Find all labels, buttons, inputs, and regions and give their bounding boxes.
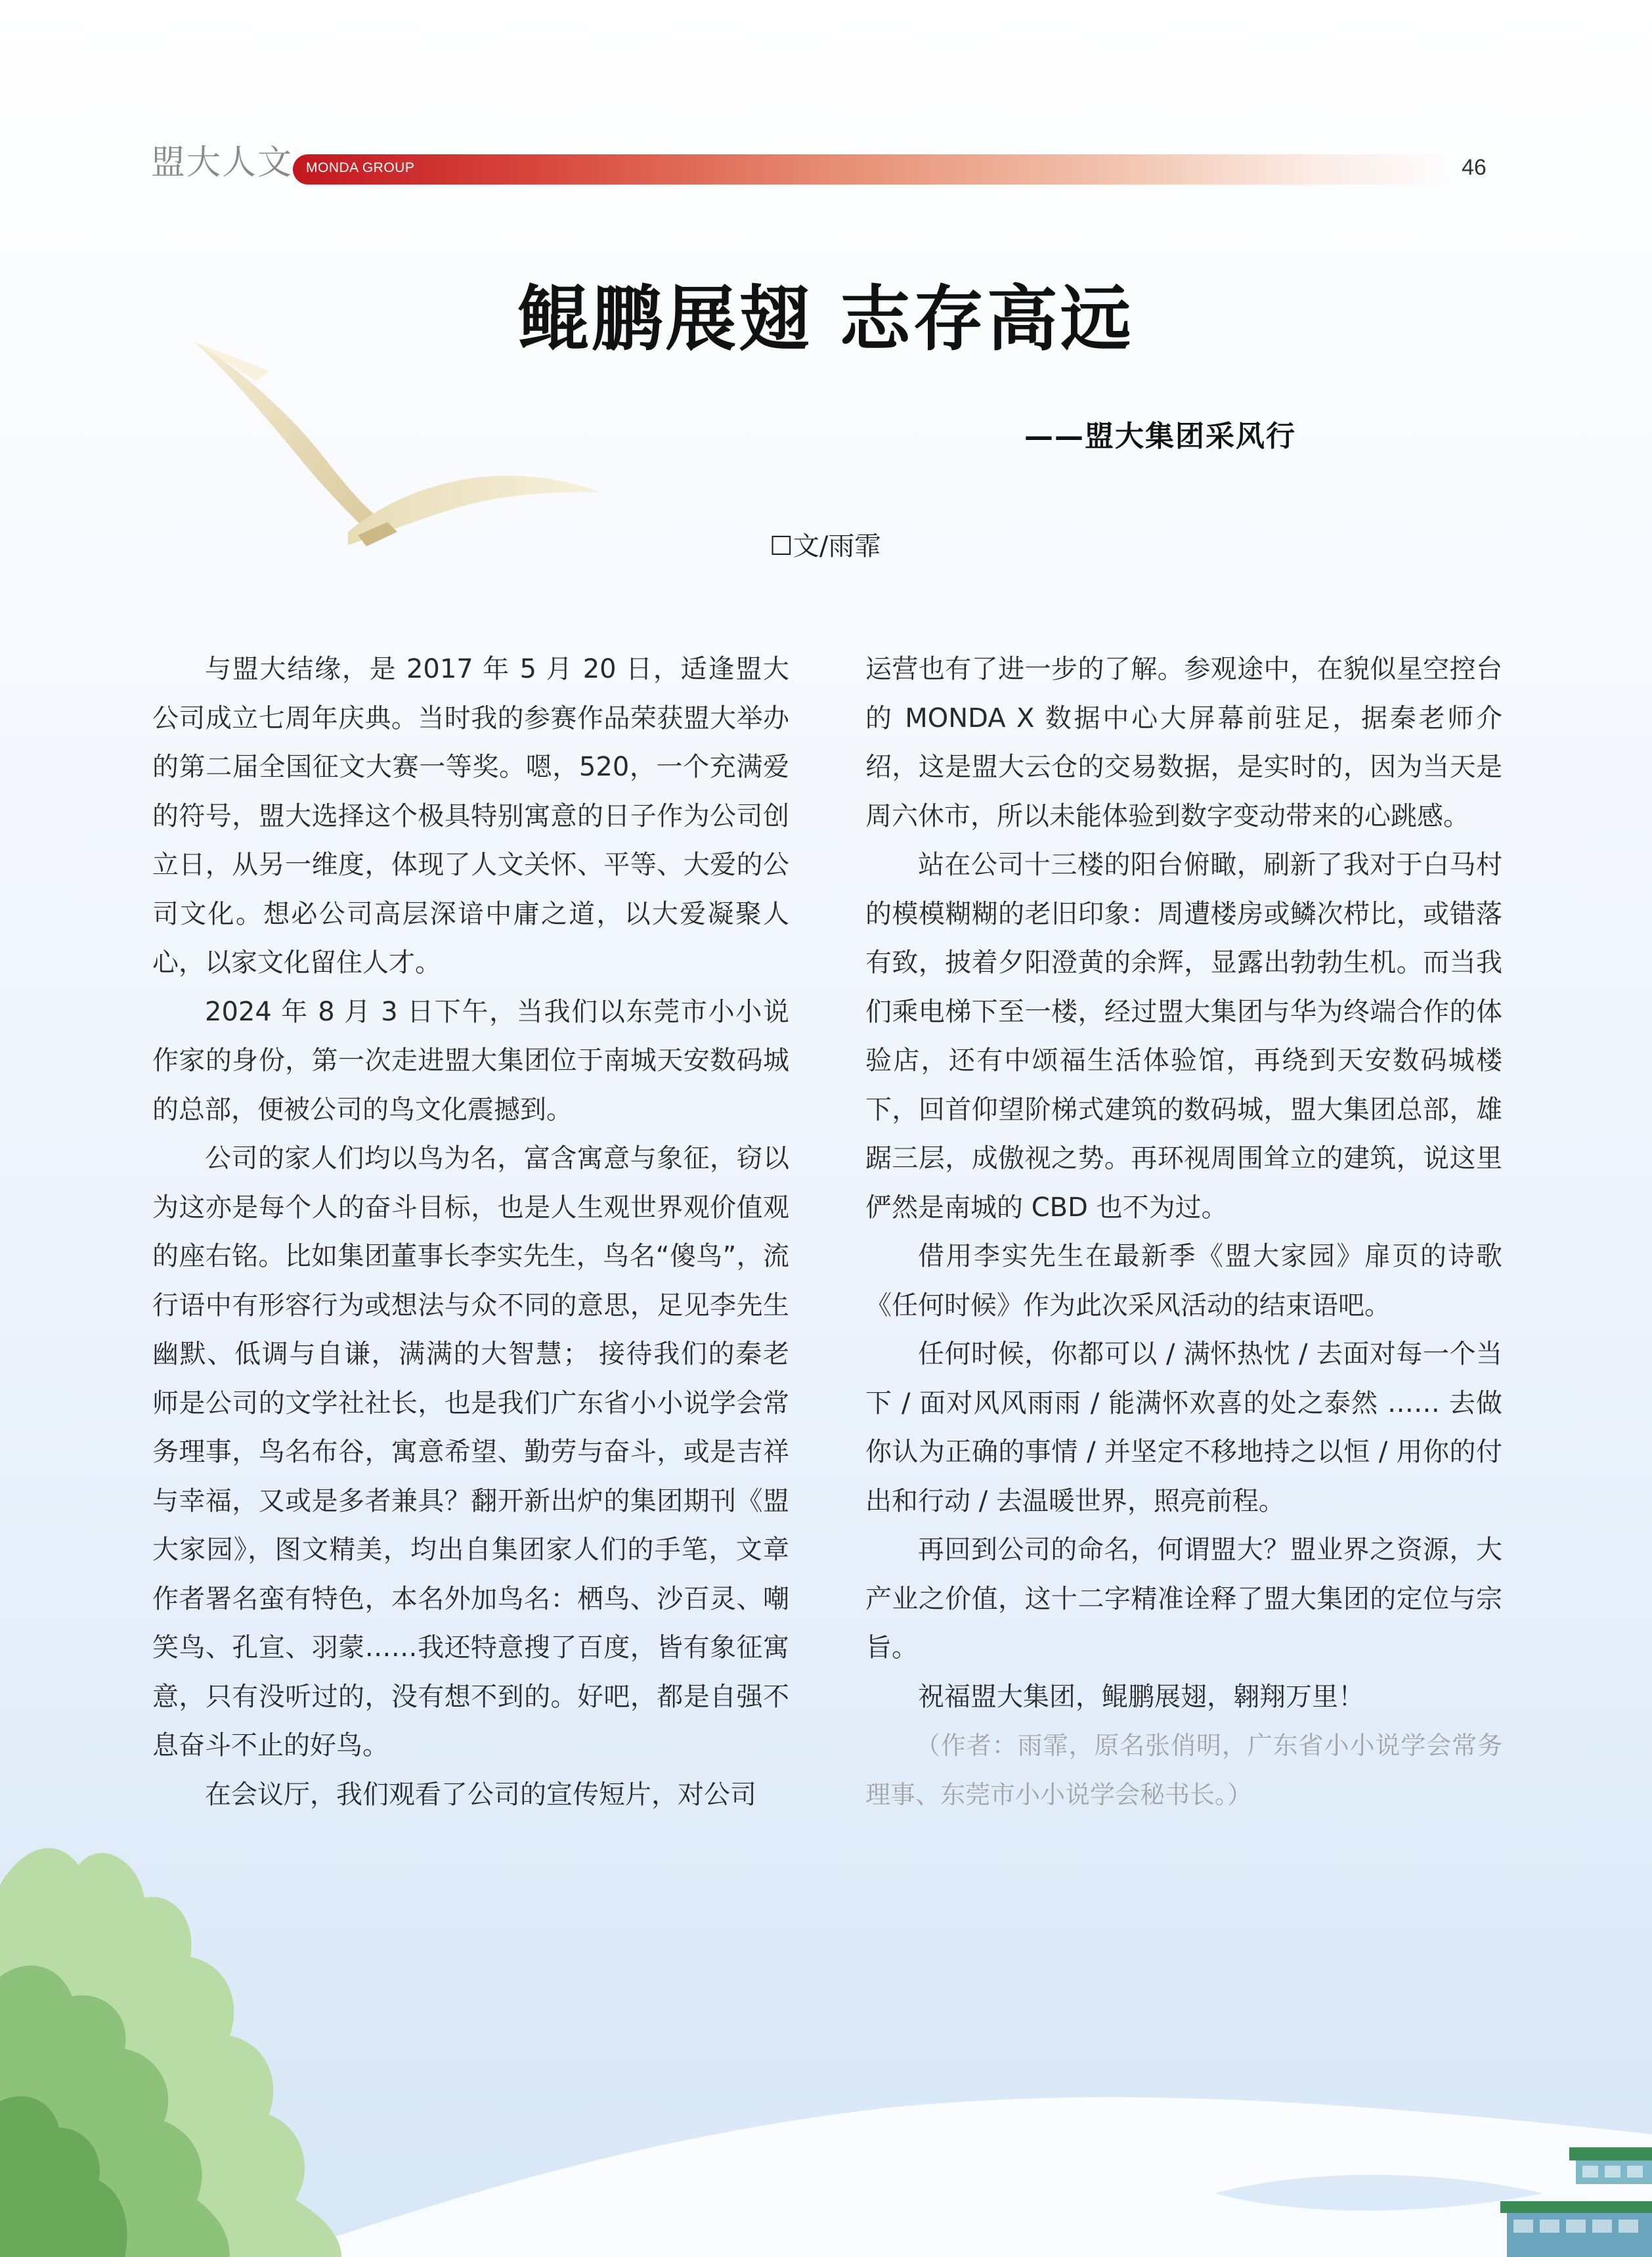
paragraph: 再回到公司的命名，何谓盟大？盟业界之资源，大产业之价值，这十二字精准诠释了盟大集团的定位与宗旨。 xyxy=(865,1535,1502,1663)
author-note: （作者：雨霏，原名张俏明，广东省小小说学会常务理事、东莞市小小说学会秘书长。） xyxy=(865,1731,1502,1809)
paper-crane-bird-icon xyxy=(190,335,611,552)
paragraph: 借用李实先生在最新季《盟大家园》扉页的诗歌《任何时候》作为此次采风活动的结束语吧。 xyxy=(865,1241,1502,1321)
poem-paragraph: 任何时候，你都可以 / 满怀热忱 / 去面对每一个当下 / 面对风风雨雨 / 能满怀欢喜的处之泰然 …… 去做你认为正确的事情 / 并坚定不移地持之以恒 / 用你的付出和行动 / 去温暖世界，照亮前程。 xyxy=(865,1339,1502,1516)
paragraph: 在会议厅，我们观看了公司的宣传短片，对公司 xyxy=(205,1779,756,1810)
paragraph: 与盟大结缘，是 2017 年 5 月 20 日，适逢盟大公司成立七周年庆典。当时我的参赛作品荣获盟大举办的第二届全国征文大赛一等奖。嗯，520，一个充满爱的符号，盟大选择这个极具特别寓意的日子作为公司创立日，从另一维度，体现了人文关怀、平等、大爱的公司文化。想必公司高层深谙中庸之道，以大爱凝聚人心，以家文化留住人才。 xyxy=(152,654,789,978)
header-bar xyxy=(293,154,1455,185)
section-name: 盟大人文 xyxy=(151,143,293,183)
paragraph: 2024 年 8 月 3 日下午，当我们以东莞市小小说作家的身份，第一次走进盟大集团位于南城天安数码城的总部，便被公司的鸟文化震撼到。 xyxy=(152,996,789,1125)
left-column xyxy=(152,645,789,1819)
article-title: 鲲鹏展翅 志存高远 xyxy=(518,278,1134,361)
trees-and-building-icon xyxy=(0,1826,1652,2257)
article-subtitle: ——盟大集团采风行 xyxy=(1024,420,1296,453)
paragraph-continuation: 运营也有了进一步的了解。参观途中，在貌似星空控台的 MONDA X 数据中心大屏幕前驻足，据秦老师介绍，这是盟大云仓的交易数据，是实时的，因为当天是周六休市，所以未能体验到数字变动带来的心跳感。 xyxy=(865,654,1502,831)
paragraph: 站在公司十三楼的阳台俯瞰，刷新了我对于白马村的模模糊糊的老旧印象：周遭楼房或鳞次栉比，或错落有致，披着夕阳澄黄的余辉，显露出勃勃生机。而当我们乘电梯下至一楼，经过盟大集团与华为终端合作的体验店，还有中颂福生活体验馆，再绕到天安数码城楼下，回首仰望阶梯式建筑的数码城，盟大集团总部，雄踞三层，成傲视之势。再环视周围耸立的建筑，说这里俨然是南城的 CBD 也不为过。 xyxy=(865,850,1502,1223)
paragraph: 祝福盟大集团，鲲鹏展翅，翱翔万里！ xyxy=(918,1681,1364,1712)
paragraph: 公司的家人们均以鸟为名，富含寓意与象征，窃以为这亦是每个人的奋斗目标，也是人生观世界观价值观的座右铭。比如集团董事长李实先生，鸟名“傻鸟”，流行语中有形容行为或想法与众不同的意思，足见李先生幽默、低调与自谦，满满的大智慧； 接待我们的秦老师是公司的文学社社长，也是我们广东省小小说学会常务理事，鸟名布谷，寓意希望、勤劳与奋斗，或是吉祥与幸福，又或是多者兼具？翻开新出炉的集团期刊《盟大家园》，图文精美，均出自集团家人们的手笔，文章作者署名蛮有特色，本名外加鸟名：栖鸟、沙百灵、嘲笑鸟、孔宣、羽蒙……我还特意搜了百度，皆有象征寓意，只有没听过的，没有想不到的。好吧，都是自强不息奋斗不止的好鸟。 xyxy=(152,1143,789,1761)
right-column xyxy=(865,645,1502,1819)
page-number: 46 xyxy=(1462,155,1487,180)
article-byline: ☐文/雨霏 xyxy=(770,531,881,561)
brand-label: MONDA GROUP xyxy=(306,160,415,175)
